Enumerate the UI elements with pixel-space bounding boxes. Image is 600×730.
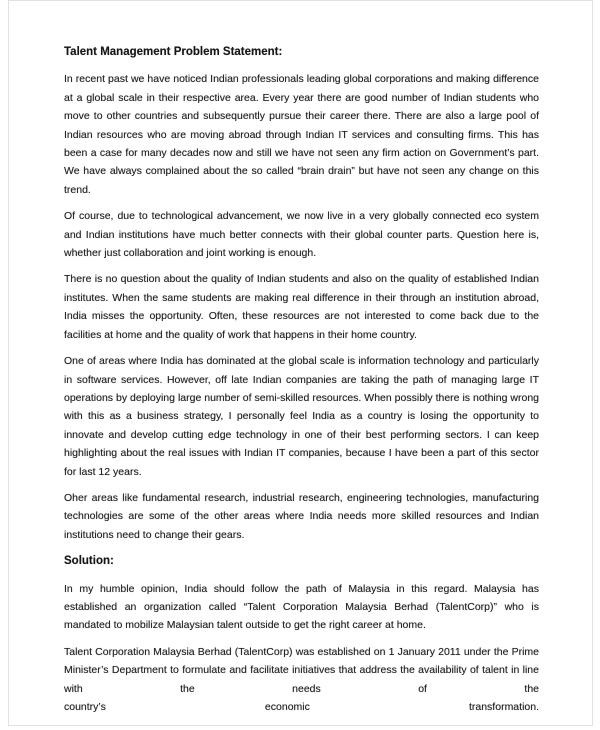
solution-paragraph-2: Talent Corporation Malaysia Berhad (TalentCorp) was established on 1 January 2011 under the Prime Minister’s Department to formulate and facilitate initiatives that address the availability of talent in line with the needs of the [64,645,539,695]
final-line-word-1: country’s [64,701,106,713]
problem-paragraph-2: Of course, due to technological advancement, we now live in a very globally connected eco system and Indian institutions have much better connects with their global counter parts. Question here is, whether just collaboration and joint working is enough. [64,210,539,260]
document-content [64,43,539,716]
problem-paragraph-5: Oher areas like fundamental research, industrial research, engineering technologies, manufacturing technologies are some of the other areas where India needs more skilled resources and Indian institutions need to change their gears. [64,491,539,541]
document-page [8,0,593,726]
final-line-word-2: economic [264,701,310,713]
solution-paragraph-1: In my humble opinion, India should follow the path of Malaysia in this regard. Malaysia has established an organization called “Talent Corporation Malaysia Berhad (TalentCorp)” who is mandated to mobilize Malaysian talent outside to get the right career at home. [64,582,539,632]
problem-paragraph-3: There is no question about the quality of Indian students and also on the quality of established Indian institutes. When the same students are making real difference in their through an institution abroad, India misses the opportunity. Often, these resources are not interested to come back due to the facilities at home and the quality of work that happens in their home country. [64,273,539,341]
final-justified-line [64,698,539,716]
problem-paragraph-4: One of areas where India has dominated at the global scale is information technology and particularly in software services. However, off late Indian companies are taking the path of managing large IT operations by deploying large number of semi-skilled resources. When possibly there is nothing wrong with this as a business strategy, I personally feel India as a country is losing the opportunity to innovate and develop cutting edge technology in one of their best performing sectors. I can keep highlighting about the real issues with Indian IT companies, because I have been a part of this sector for last 12 years. [64,355,539,478]
solution-heading: Solution: [64,555,114,568]
final-line-word-3: transformation. [468,701,539,713]
problem-statement-heading: Talent Management Problem Statement: [64,46,283,58]
problem-paragraph-1: In recent past we have noticed Indian professionals leading global corporations and making difference at a global scale in their respective area. Every year there are good number of Indian students who move to other countries and subsequently pursue their career there. There are also a large pool of Indian resources who are moving abroad through Indian IT services and consulting firms. This has been a case for many decades now and still we have not seen any firm action on Government’s part. We have always complained about the so called “brain drain” but have not seen any change on this trend. [64,73,539,196]
